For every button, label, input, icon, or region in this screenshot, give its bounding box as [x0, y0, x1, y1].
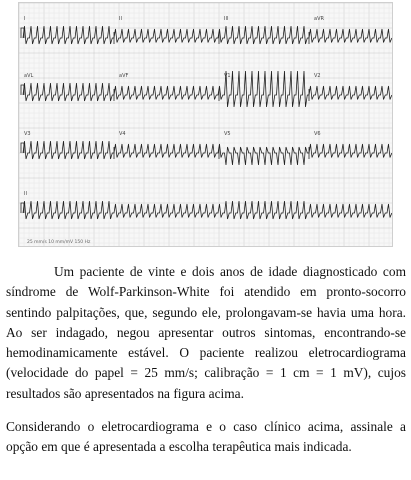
lead-label: II	[24, 191, 27, 197]
question-text	[6, 262, 406, 458]
ecg-trace-row	[23, 26, 392, 44]
lead-label: II	[119, 16, 122, 22]
lead-label: V5	[224, 131, 231, 137]
ecg-trace-row	[23, 71, 392, 107]
ecg-trace-row	[23, 201, 392, 219]
lead-label: V3	[24, 131, 31, 137]
lead-label: V6	[314, 131, 321, 137]
lead-label: V1	[224, 73, 231, 79]
ecg-footer-note: 25 mm/s 10 mm/mV 150 Hz	[27, 240, 91, 245]
lead-label: V4	[119, 131, 126, 137]
lead-label: aVL	[24, 73, 34, 79]
case-paragraph: Um paciente de vinte e dois anos de idade diagnosticado com síndrome de Wolf-Parkinson-White foi atendido em pronto-socorro sentindo palpitações, que, segundo ele, prolongavam-se havia uma hora. Ao ser indagado, negou apresentar outros sintomas, encontrando-se hemodinamicamente estável. O paciente realizou eletrocardiograma (velocidade do papel = 25 mm/s; calibração = 1 cm = 1 mV), cujos resultados são apresentados na figura acima.	[6, 264, 406, 401]
lead-label: I	[24, 16, 26, 22]
lead-label: aVR	[314, 16, 324, 22]
lead-label: aVF	[119, 73, 129, 79]
ecg-figure	[18, 2, 393, 247]
instruction-paragraph: Considerando o eletrocardiograma e o caso clínico acima, assinale a opção em que é apresentada a escolha terapêutica mais indicada.	[6, 419, 406, 455]
ecg-trace-image	[19, 3, 392, 246]
lead-label: III	[224, 16, 229, 22]
lead-label: V2	[314, 73, 321, 79]
